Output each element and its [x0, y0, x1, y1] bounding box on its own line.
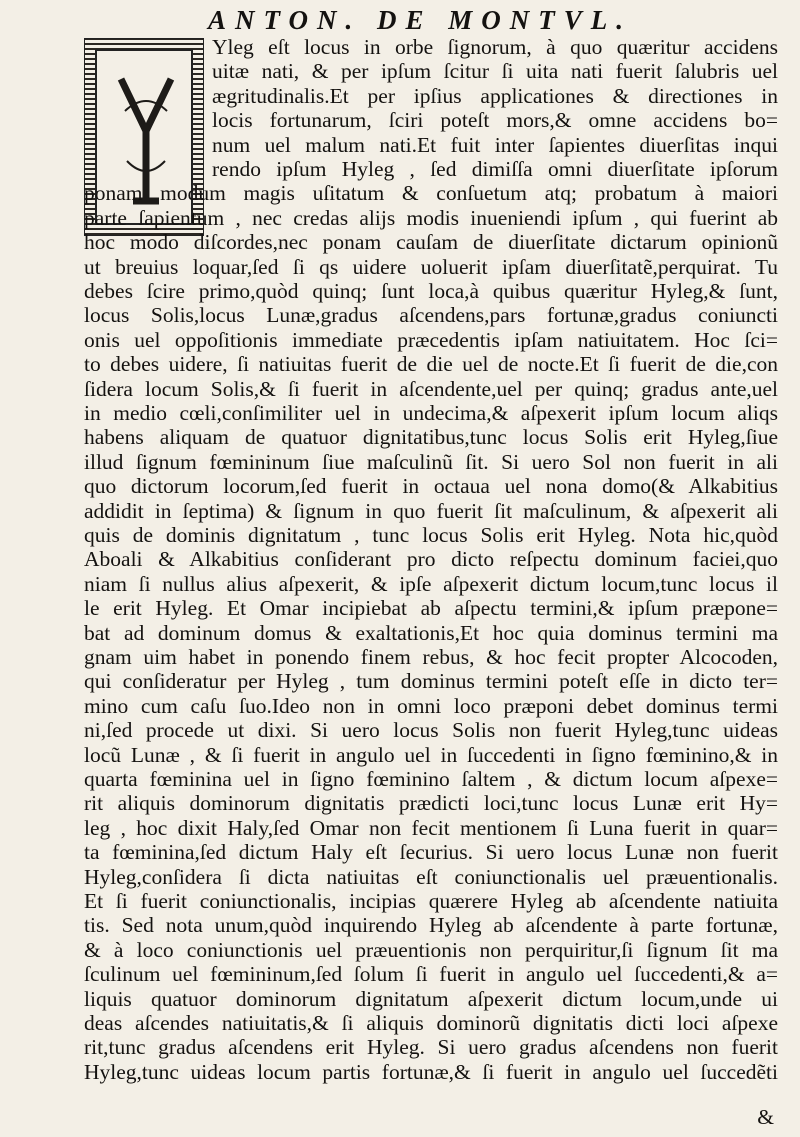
text-line: ægritudinalis.Et per ipſius applicationes & directiones in	[212, 83, 778, 108]
text-line: Et ſi fuerit coniunctionalis, incipias quærere Hyleg ab aſcendente natiuita	[84, 889, 778, 913]
text-line: num uel malum nati.Et fuit inter ſapientes diuerſitas inqui	[212, 132, 778, 157]
text-line: rit,tunc gradus aſcendens erit Hyleg. Si uero gradus aſcendens non fuerit	[84, 1035, 778, 1060]
text-line: rit aliquis dominorum dignitatis prædicti loci,tunc locus Lunæ erit Hy=	[84, 791, 778, 816]
text-line: quis de dominis dignitatum , tunc locus Solis erit Hyleg. Nota hic,quòd	[84, 523, 778, 547]
text-line: Aboali & Alkabitius conſiderant pro dicto reſpectu dominum faciei,quo	[84, 547, 778, 572]
text-line: niam ſi nullus alius aſpexerit, & ipſe aſpexerit dictum locum,tunc locus il	[84, 571, 778, 596]
text-line: le erit Hyleg. Et Omar incipiebat ab aſpectu termini,& ipſum præpone=	[84, 596, 778, 621]
text-line: ni,ſed procede ut dixi. Si uero locus Solis non fuerit Hyleg,tunc uideas	[84, 718, 778, 743]
text-line: addidit in ſeptima) & ſignum in quo fuerit ſit maſculinum, & aſpexerit ali	[84, 498, 778, 523]
text-line: parte ſapientum , nec credas alijs modis inueniendi ipſum , qui fuerint ab	[84, 205, 778, 230]
text-line: gnam uim habet in ponendo finem rebus, & hoc fecit propter Alcocoden,	[84, 645, 778, 669]
text-line: quo dictorum locorum,ſed fuerit in octaua uel nona domo(& Alkabitius	[84, 474, 778, 499]
text-line: mino cum caſu ſuo.Ideo non in omni loco præponi debet dominus termi	[84, 693, 778, 718]
text-line: ta fœminina,ſed dictum Haly eſt ſecurius. Si uero locus Lunæ non fuerit	[84, 840, 778, 865]
text-line: tis. Sed nota unum,quòd inquirendo Hyleg ab aſcendente à parte fortunæ,	[84, 913, 778, 938]
text-line: hoc modo diſcordes,nec ponam cauſam de diuerſitate dictarum opinionũ	[84, 230, 778, 255]
text-line: uitæ nati, & per ipſum ſcitur ſi uita nati fuerit ſalubris uel	[212, 59, 778, 84]
text-line: quarta fœminina uel in ſigno fœminino ſaltem , & dictum locum aſpexe=	[84, 767, 778, 791]
text-line: leg , hoc dixit Haly,ſed Omar non fecit mentionem ſi Luna fuerit in quar=	[84, 815, 778, 840]
text-line: in medio cœli,conſimiliter uel in undecima,& aſpexerit ipſum locum aliqs	[84, 401, 778, 425]
text-line: & à loco coniunctionis uel præuentionis non perquiritur,ſi ſignum ſit ma	[84, 937, 778, 962]
text-line: Hyleg,tunc uideas locum partis fortunæ,& ſi fuerit in angulo uel ſuccedẽti	[84, 1059, 778, 1084]
text-line: deas aſcendes natiuitatis,& ſi aliquis dominorũ dignitatis dicti loci aſpexe	[84, 1011, 778, 1035]
text-line: illud ſignum fœmininum ſiue maſculinũ ſit. Si uero Sol non fuerit in ali	[84, 449, 778, 474]
text-line: bat ad dominum domus & exaltationis,Et hoc quia dominus termini ma	[84, 620, 778, 645]
text-line: debes ſcire primo,quòd quinq; ſunt loca,à quibus quæritur Hyleg,& ſunt,	[84, 279, 778, 303]
text-line: liquis quatuor dominorum dignitatum aſpexerit dictum locum,unde ui	[84, 986, 778, 1011]
text-line: locus Solis,locus Lunæ,gradus aſcendens,pars fortunæ,gradus coniuncti	[84, 303, 778, 328]
text-line: qui conſideratur per Hyleg , tum dominus termini poteſt eſſe in dicto ter=	[84, 669, 778, 694]
text-line: locũ Lunæ , & ſi fuerit in angulo uel in ſuccedenti in ſigno fœminino,& in	[84, 742, 778, 767]
text-line: Hyleg,conſidera ſi dicta natiuitas eſt coniunctionalis uel præuentionalis.	[84, 864, 778, 889]
text-line: locis fortunarum, ſciri poteſt mors,& omne accidens bo=	[212, 108, 778, 133]
catchword: &	[757, 1105, 774, 1129]
text-line: rendo ipſum Hyleg , ſed dimiſſa omni diuerſitate ipſorum	[212, 157, 778, 181]
text-line: ſculinum uel fœmininum,ſed ſolum ſi fuerit in angulo uel ſuccedenti,& a=	[84, 962, 778, 987]
text-line: Yleg eſt locus in orbe ſignorum, à quo quæritur accidens	[212, 35, 778, 59]
text-line: to debes uidere, ſi natiuitas fuerit de die uel de nocte.Et ſi fuerit de die,con	[84, 352, 778, 377]
text-line: ſidera locum Solis,& ſi fuerit in aſcendente,uel per quinq; gradus ante,uel	[84, 376, 778, 401]
running-head: ANTON. DE MONTVL.	[207, 5, 632, 35]
text-line: habens aliquam de quatuor dignitatibus,tunc locus Solis erit Hyleg,ſiue	[84, 425, 778, 450]
text-line: ut breuius loquar,ſed ſi qs uidere uoluerit ipſam diuerſitatẽ,perquirat. Tu	[84, 254, 778, 279]
text-line: onis uel oppoſitionis immediate præcedentis ipſam natiuitatem. Hoc ſci=	[84, 327, 778, 352]
text-line: ponam modum magis uſitatum & conſuetum atq; probatum à maiori	[84, 181, 778, 206]
